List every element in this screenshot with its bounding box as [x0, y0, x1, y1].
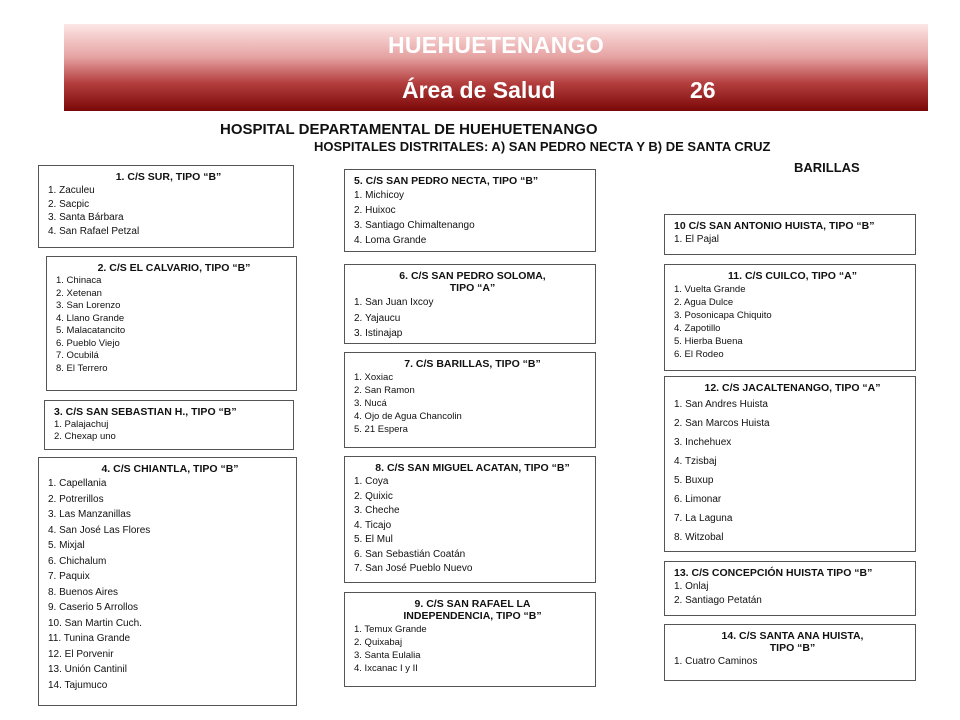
community-item: 12. El Porvenir	[48, 648, 114, 660]
health-center-title: 1. C/S SUR, TIPO “B”	[115, 171, 222, 183]
health-center-box	[344, 456, 596, 583]
community-item: 6. El Rodeo	[674, 349, 724, 360]
community-item: 5. Malacatancito	[56, 325, 126, 336]
community-item: 2. San Ramon	[354, 385, 415, 396]
health-center-box	[344, 264, 596, 344]
community-item: 5. Mixjal	[48, 540, 85, 551]
community-item: 2. Potrerillos	[48, 493, 104, 505]
health-center-box	[46, 256, 297, 391]
community-item: 5. Hierba Buena	[674, 336, 743, 347]
community-item: 1. Zaculeu	[48, 185, 95, 196]
community-item: 1. San Juan Ixcoy	[354, 297, 434, 308]
community-item: 2. Quixabaj	[354, 637, 403, 648]
banner-subtitle: Área de Salud	[402, 77, 556, 103]
community-list	[354, 371, 591, 436]
community-list	[674, 233, 911, 247]
community-item: 3. Cheche	[354, 505, 400, 516]
community-item: 4. Ixcanac I y II	[354, 663, 418, 674]
community-list	[354, 295, 591, 342]
community-list	[674, 580, 911, 608]
health-center-title: 6. C/S SAN PEDRO SOLOMA, TIPO “A”	[399, 270, 546, 294]
community-list	[354, 623, 591, 675]
community-item: 1. Palajachuj	[54, 419, 109, 430]
community-item: 8. Buenos Aires	[48, 586, 119, 598]
community-list	[674, 655, 911, 669]
main-heading: HOSPITAL DEPARTAMENTAL DE HUEHUETENANGO	[220, 121, 598, 138]
community-item: 6. Pueblo Viejo	[56, 337, 120, 349]
community-item: 2. Quixic	[354, 490, 393, 502]
community-item: 1. Michicoy	[354, 190, 405, 201]
community-item: 3. Santiago Chimaltenango	[354, 220, 475, 231]
health-center-box	[664, 214, 916, 255]
community-item: 6. San Sebastián Coatán	[354, 548, 466, 560]
community-item: 4. Ticajo	[354, 519, 392, 531]
community-list	[48, 476, 292, 693]
community-item: 11. Tunina Grande	[48, 633, 131, 644]
community-item: 3. Santa Bárbara	[48, 212, 124, 223]
community-item: 2. Xetenan	[56, 287, 102, 299]
health-center-title: 5. C/S SAN PEDRO NECTA, TIPO “B”	[354, 175, 539, 187]
health-center-title: 9. C/S SAN RAFAEL LA INDEPENDENCIA, TIPO “B”	[403, 598, 542, 622]
community-item: 14. Tajumuco	[48, 679, 108, 691]
community-item: 3. Posonicapa Chiquito	[674, 310, 772, 321]
community-item: 3. San Lorenzo	[56, 300, 121, 311]
health-center-title: 14. C/S SANTA ANA HUISTA, TIPO “B”	[721, 630, 864, 654]
community-item: 4. Zapotillo	[674, 323, 721, 334]
community-item: 2. Yajaucu	[354, 312, 401, 324]
health-center-title: 7. C/S BARILLAS, TIPO “B”	[404, 358, 541, 370]
community-item: 1. Onlaj	[674, 581, 709, 592]
community-item: 1. Cuatro Caminos	[674, 656, 758, 667]
community-item: 3. Nucá	[354, 398, 387, 409]
health-center-title: 8. C/S SAN MIGUEL ACATAN, TIPO “B”	[375, 462, 570, 474]
community-item: 1. Coya	[354, 476, 389, 487]
community-item: 8. Witzobal	[674, 532, 724, 543]
community-item: 2. Chexap uno	[54, 431, 116, 442]
banner-number: 26	[690, 77, 716, 103]
community-item: 2. Huixoc	[354, 205, 396, 216]
community-item: 5. 21 Espera	[354, 424, 408, 435]
community-item: 4. Tzisbaj	[674, 456, 717, 467]
community-item: 2. San Marcos Huista	[674, 418, 770, 429]
health-center-title: 4. C/S CHIANTLA, TIPO “B”	[101, 463, 239, 475]
community-item: 3. Inchehuex	[674, 437, 732, 448]
community-list	[48, 184, 289, 238]
community-list	[56, 275, 292, 375]
community-item: 2. Sacpic	[48, 198, 90, 210]
community-list	[54, 419, 289, 443]
community-item: 4. San José Las Flores	[48, 524, 151, 536]
health-center-title: 12. C/S JACALTENANGO, TIPO “A”	[704, 382, 881, 394]
health-center-box	[664, 376, 916, 552]
community-item: 1. Chinaca	[56, 275, 102, 286]
community-list	[674, 395, 911, 547]
community-item: 3. Santa Eulalia	[354, 650, 421, 661]
community-item: 7. San José Pueblo Nuevo	[354, 563, 473, 574]
districts-heading-continuation: BARILLAS	[794, 160, 860, 175]
community-item: 3. Las Manzanillas	[48, 509, 131, 520]
community-item: 2. Agua Dulce	[674, 297, 734, 308]
community-item: 5. El Mul	[354, 534, 393, 545]
community-item: 2. Santiago Petatán	[674, 595, 762, 606]
community-item: 1. El Pajal	[674, 234, 720, 245]
community-item: 4. Loma Grande	[354, 235, 427, 246]
health-center-box	[344, 352, 596, 448]
community-list	[354, 188, 591, 248]
community-item: 4. Ojo de Agua Chancolin	[354, 411, 462, 422]
community-item: 3. Istinajap	[354, 328, 403, 339]
community-item: 1. Xoxiac	[354, 372, 394, 383]
health-center-box	[44, 400, 294, 450]
community-item: 1. Temux Grande	[354, 624, 427, 635]
community-item: 1. Capellania	[48, 478, 107, 489]
community-item: 4. Llano Grande	[56, 312, 125, 324]
community-item: 6. Limonar	[674, 494, 722, 505]
community-list	[674, 283, 911, 361]
districts-heading: HOSPITALES DISTRITALES: A) SAN PEDRO NECTA Y B) DE SANTA CRUZ	[314, 139, 771, 154]
community-item: 9. Caserio 5 Arrollos	[48, 602, 139, 613]
health-center-title: 10 C/S SAN ANTONIO HUISTA, TIPO “B”	[674, 220, 875, 232]
community-item: 4. San Rafael Petzal	[48, 225, 140, 237]
community-item: 1. Vuelta Grande	[674, 284, 746, 295]
health-center-box	[664, 264, 916, 371]
community-item: 5. Buxup	[674, 475, 714, 486]
health-center-box	[344, 169, 596, 252]
community-item: 10. San Martin Cuch.	[48, 617, 142, 629]
health-center-title: 11. C/S CUILCO, TIPO “A”	[728, 270, 857, 282]
banner-title: HUEHUETENANGO	[387, 32, 605, 58]
health-center-box	[38, 457, 297, 706]
community-item: 8. El Terrero	[56, 362, 108, 374]
community-item: 7. La Laguna	[674, 513, 733, 524]
health-center-title: 13. C/S CONCEPCIÓN HUISTA TIPO “B”	[674, 567, 873, 579]
community-item: 7. Ocubilá	[56, 350, 99, 361]
community-list	[354, 475, 591, 577]
health-center-box	[344, 592, 596, 687]
community-item: 13. Unión Cantinil	[48, 664, 127, 675]
community-item: 7. Paquix	[48, 571, 90, 582]
community-item: 1. San Andres Huista	[674, 399, 768, 410]
health-center-title: 2. C/S EL CALVARIO, TIPO “B”	[97, 262, 251, 274]
community-item: 6. Chichalum	[48, 555, 107, 567]
health-center-box	[664, 624, 916, 681]
health-center-box	[38, 165, 294, 248]
health-center-box	[664, 561, 916, 616]
health-center-title: 3. C/S SAN SEBASTIAN H., TIPO “B”	[54, 406, 237, 418]
header-banner	[64, 24, 928, 111]
